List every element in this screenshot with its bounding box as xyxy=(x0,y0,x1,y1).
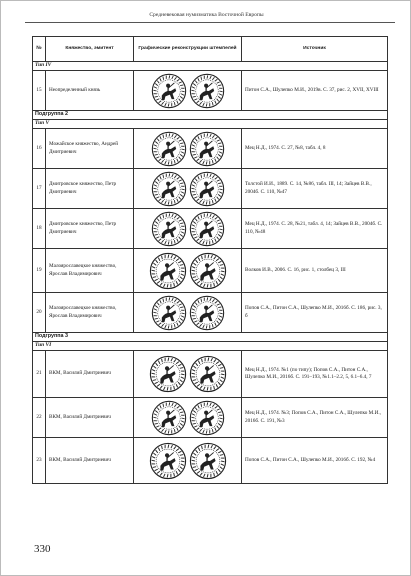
row-principality: ВКМ, Василий Дмитриевич xyxy=(46,351,134,398)
reverse-stamp-drawing xyxy=(189,400,225,436)
row-number: 17 xyxy=(33,169,46,209)
header-num: № xyxy=(33,37,46,62)
row-source: Попов С.А., Питон С.А., Шулепко М.И., 2016б. С. 186, рис. 3, б xyxy=(242,293,388,333)
row-reconstruction xyxy=(134,169,242,209)
reverse-stamp-drawing xyxy=(189,355,227,393)
table-body xyxy=(33,62,388,484)
subgroup-row xyxy=(33,111,388,120)
row-reconstruction xyxy=(134,293,242,333)
header-source: Источник xyxy=(242,37,388,62)
row-source: Мец Н.Д., 1974. №3; Попов С.А., Питон С.А., Шулепко М.И., 2016б. С. 191, №3 xyxy=(242,398,388,438)
row-principality: Малоярославецкое княжество, Ярослав Владимирович xyxy=(46,293,134,333)
type-row xyxy=(33,342,388,351)
row-reconstruction xyxy=(134,398,242,438)
subgroup-label: Подгруппа 3 xyxy=(33,333,388,342)
row-source: Волков И.В., 2006. С. 16, рис. 1, столбец 3, III xyxy=(242,249,388,293)
type-row xyxy=(33,62,388,71)
seal-pair xyxy=(137,131,238,167)
seal-pair xyxy=(137,442,238,480)
obverse-stamp-drawing xyxy=(151,211,187,247)
seal-pair xyxy=(137,211,238,247)
obverse-stamp-drawing xyxy=(151,295,187,331)
obverse-stamp-drawing xyxy=(149,355,187,393)
row-principality: Можайское княжество, Андрей Дмитриевич xyxy=(46,129,134,169)
table-header-row xyxy=(33,37,388,62)
seal-pair xyxy=(137,73,238,109)
row-principality: Малоярославецкое княжество, Ярослав Владимирович xyxy=(46,249,134,293)
reverse-stamp-drawing xyxy=(189,442,227,480)
reverse-stamp-drawing xyxy=(189,211,225,247)
row-source: Питон С.А., Шулепко М.И., 2019в. С. 37, рис. 2, XVII, XVIII xyxy=(242,71,388,111)
subgroup-label: Подгруппа 2 xyxy=(33,111,388,120)
obverse-stamp-drawing xyxy=(151,400,187,436)
row-source: Мец Н.Д., 1974. №1 (по типу); Попов С.А., Питон С.А., Шулепко М.И., 2016б. С. 191–193, №1.1–2.2, 5, 6.1–6.4, 7 xyxy=(242,351,388,398)
obverse-stamp-drawing xyxy=(149,252,187,290)
row-reconstruction xyxy=(134,351,242,398)
row-number: 22 xyxy=(33,398,46,438)
row-reconstruction xyxy=(134,438,242,484)
row-number: 18 xyxy=(33,209,46,249)
table-row xyxy=(33,249,388,293)
row-principality: Неопределенный князь xyxy=(46,71,134,111)
table-row xyxy=(33,351,388,398)
table-row xyxy=(33,293,388,333)
obverse-stamp-drawing xyxy=(151,171,187,207)
table-row xyxy=(33,169,388,209)
type-label: Тип VI xyxy=(33,342,388,351)
header-reconstruction: Графические реконструкции штемпелей xyxy=(134,37,242,62)
row-source: Попов С.А., Питон С.А., Шулепко М.И., 2016б. С. 192, №4 xyxy=(242,438,388,484)
table-row xyxy=(33,129,388,169)
row-principality: Дмитровское княжество, Петр Дмитриевич xyxy=(46,169,134,209)
seal-pair xyxy=(137,295,238,331)
row-number: 19 xyxy=(33,249,46,293)
row-number: 20 xyxy=(33,293,46,333)
row-number: 23 xyxy=(33,438,46,484)
row-reconstruction xyxy=(134,209,242,249)
seal-pair xyxy=(137,355,238,393)
type-label: Тип IV xyxy=(33,62,388,71)
row-principality: ВКМ, Василий Дмитриевич xyxy=(46,438,134,484)
obverse-stamp-drawing xyxy=(151,73,187,109)
reverse-stamp-drawing xyxy=(189,252,227,290)
type-row xyxy=(33,120,388,129)
catalog-table xyxy=(32,36,388,484)
row-reconstruction xyxy=(134,71,242,111)
reverse-stamp-drawing xyxy=(189,73,225,109)
row-principality: Дмитровское княжество, Петр Дмитриевич xyxy=(46,209,134,249)
row-source: Толстой И.И., 1889. С. 14, №86, табл. III, 14; Зайцев В.В., 2004б. С. 110, №47 xyxy=(242,169,388,209)
row-number: 21 xyxy=(33,351,46,398)
row-number: 16 xyxy=(33,129,46,169)
reverse-stamp-drawing xyxy=(189,171,225,207)
row-principality: ВКМ, Василий Дмитриевич xyxy=(46,398,134,438)
row-source: Мец Н.Д., 1974. С. 27, №8, табл. 4, 8 xyxy=(242,129,388,169)
page-number: 330 xyxy=(34,543,51,555)
reverse-stamp-drawing xyxy=(189,131,225,167)
table-row xyxy=(33,398,388,438)
running-head: Средневековая нумизматика Восточной Европы xyxy=(149,12,264,18)
row-number: 15 xyxy=(33,71,46,111)
table-row xyxy=(33,209,388,249)
obverse-stamp-drawing xyxy=(151,131,187,167)
table-row xyxy=(33,438,388,484)
seal-pair xyxy=(137,252,238,290)
header-principality: Княжество, эмитент xyxy=(46,37,134,62)
table-row xyxy=(33,71,388,111)
subgroup-row xyxy=(33,333,388,342)
seal-pair xyxy=(137,171,238,207)
row-source: Мец Н.Д., 1974. С. 28, №21, табл. 4, 14; Зайцев В.В., 2004б. С. 110, №48 xyxy=(242,209,388,249)
reverse-stamp-drawing xyxy=(189,295,225,331)
seal-pair xyxy=(137,400,238,436)
row-reconstruction xyxy=(134,249,242,293)
header-rule xyxy=(25,22,395,23)
type-label: Тип V xyxy=(33,120,388,129)
row-reconstruction xyxy=(134,129,242,169)
obverse-stamp-drawing xyxy=(149,442,187,480)
